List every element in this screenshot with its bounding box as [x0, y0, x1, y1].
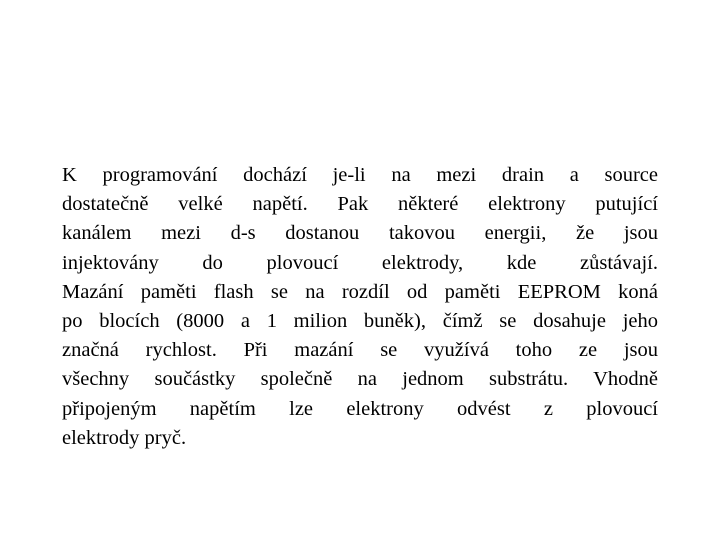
- text-line-9: připojeným napětím lze elektrony odvést z plovoucí: [62, 397, 658, 420]
- text-line-4: injektovány do plovoucí elektrody, kde zůstávají.: [62, 251, 658, 274]
- text-line-5: Mazání paměti flash se na rozdíl od paměti EEPROM koná: [62, 280, 658, 303]
- text-line-3: kanálem mezi d-s dostanou takovou energii, že jsou: [62, 222, 658, 245]
- body-paragraph: [62, 161, 658, 453]
- text-line-6: po blocích (8000 a 1 milion buněk), čímž se dosahuje jeho: [62, 310, 658, 333]
- text-line-1: K programování dochází je-li na mezi drain a source: [62, 164, 658, 186]
- text-line-10: elektrody pryč.: [62, 426, 187, 449]
- text-line-7: značná rychlost. Při mazání se využívá toho ze jsou: [62, 339, 658, 362]
- text-line-2: dostatečně velké napětí. Pak některé elektrony putující: [62, 193, 658, 216]
- text-line-8: všechny součástky společně na jednom substrátu. Vhodně: [62, 368, 658, 391]
